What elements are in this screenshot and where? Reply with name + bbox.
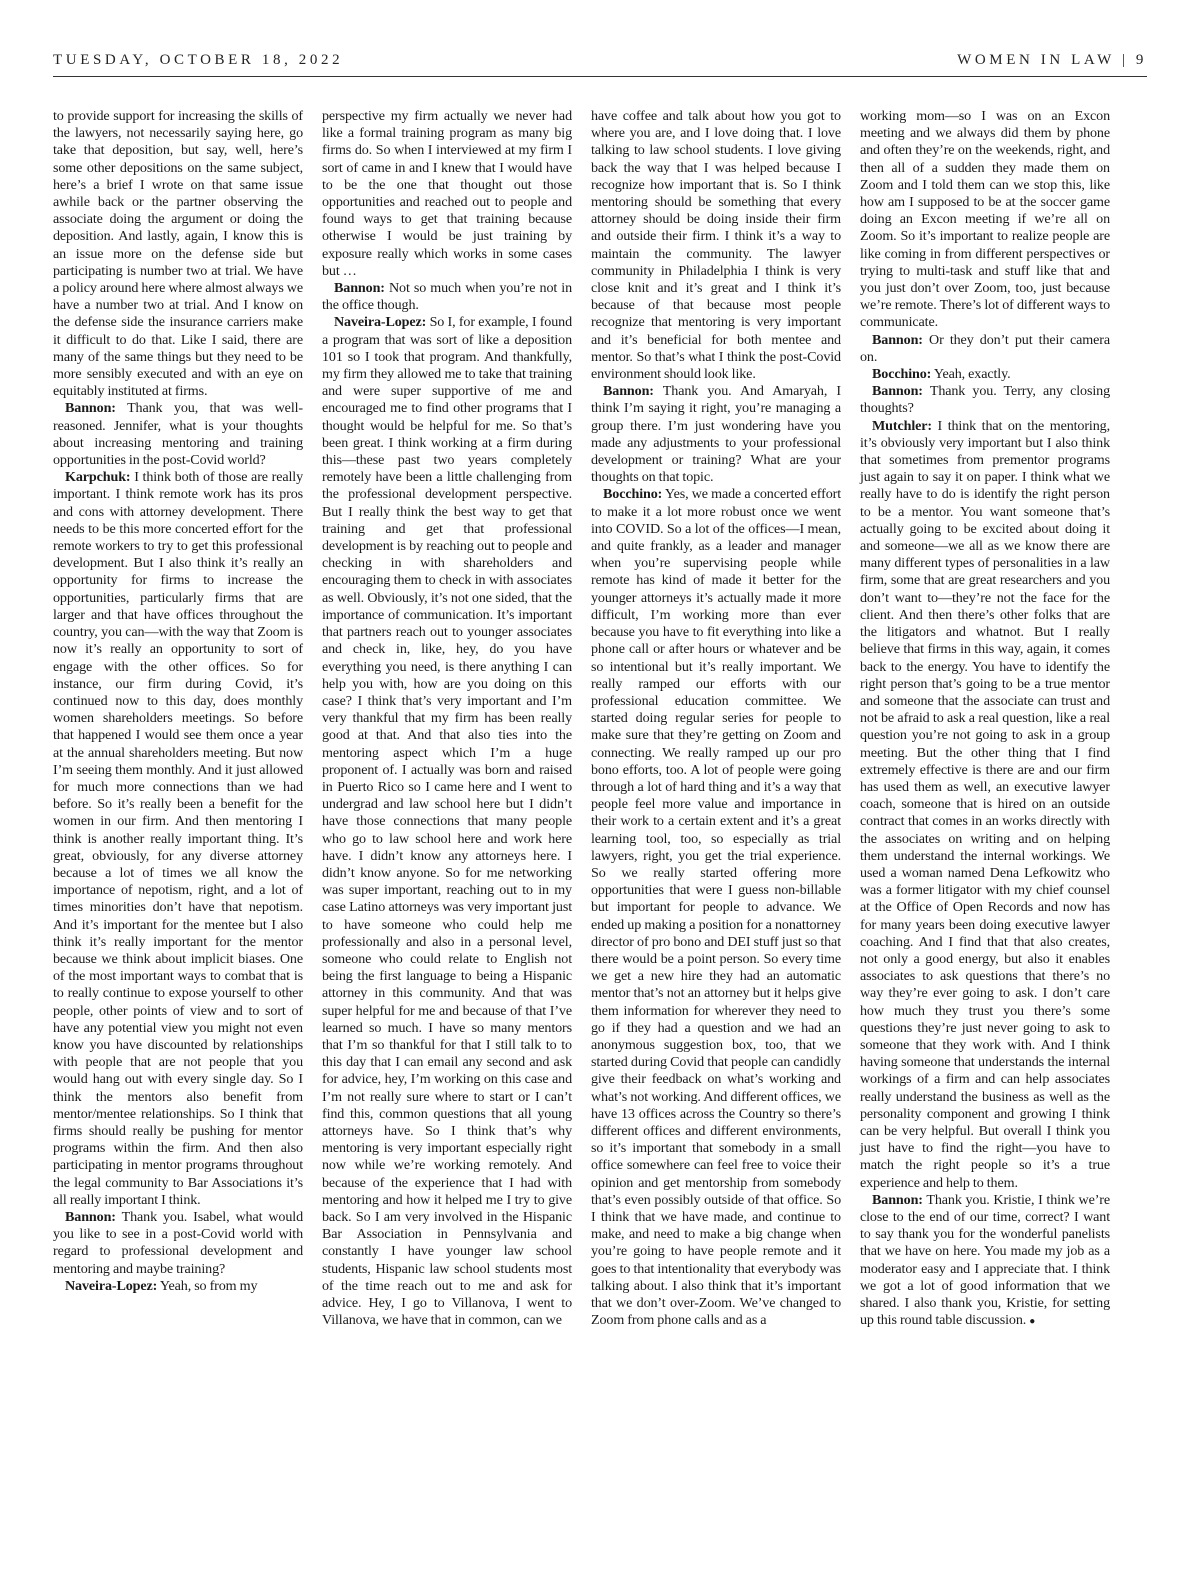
- paragraph-text: I think that on the mentoring, it’s obviously very important but I also think that sometimes from prementor programs just again to say it on paper. I think what we really have to do is identify the right person to be a mentor. You want someone that’s actually going to be excited about doing it and someone—we all as we know there are many different types of personalities in a law firm, some that are great researchers and you don’t want to—they’re not the face for the client. And then there’s other folks that are the litigators and whatnot. But I really believe that firms in this way, again, it comes back to the energy. You have to identify the right person that’s going to be a true mentor and someone that the associate can trust and not be afraid to ask a real question, like a real question you’re not going to ask in a group meeting. But the other thing that I find extremely effective is there are and our firm has used them as well, an executive lawyer coach, someone that is hired on an outside contract that comes in an works directly with the associates on writing and on helping them understand the internal workings. We used a woman named Dena Lefkowitz who was a former litigator with my chief counsel at the Office of Open Records and now has for many years been doing executive lawyer coaching. And I find that that also creates, not only a good energy, but also it enables associates to ask questions that there’s no way they’re ever going to ask. I don’t care how much they trust you there’s some questions they’re just never going to ask to someone that they work with. And I think having someone that understands the internal workings of a firm and can help associates really understand the business as well as the personality component and growing I think can be very helpful. But overall I think you just have to find the right—you have to match the right people so it’s a true experience and help to them.: [860, 417, 1110, 1191]
- paragraph-text: Thank you, that was well-reasoned. Jennifer, what is your thoughts about increasing mentoring and training opportunities in the post-Covid world?: [53, 400, 303, 469]
- speaker-name: Bocchino:: [872, 366, 932, 383]
- speaker-name: Bannon:: [872, 1191, 923, 1208]
- paragraph-text: Thank you. Isabel, what would you like to see in a post-Covid world with regard to professional development and mentoring and maybe training?: [53, 1209, 303, 1277]
- article-column-3: [591, 108, 841, 1329]
- speaker-name: Naveira-Lopez:: [334, 314, 427, 331]
- transcript-paragraph: [860, 383, 1110, 417]
- transcript-paragraph: [591, 108, 841, 383]
- speaker-name: Bannon:: [65, 1209, 116, 1225]
- article-column-1: [53, 108, 303, 1295]
- speaker-name: Naveira-Lopez:: [65, 1277, 158, 1294]
- section-and-page-number: WOMEN IN LAW | 9: [957, 52, 1147, 68]
- paragraph-text: Thank you. And Amaryah, I think I’m saying it right, you’re managing a group there. I’m just wondering have you made any adjustments to your professional development or training? What are your thoughts on that topic.: [591, 383, 841, 486]
- transcript-paragraph: [53, 1278, 303, 1295]
- transcript-paragraph: [53, 1209, 303, 1278]
- transcript-paragraph: [860, 418, 1110, 1192]
- paragraph-text: I think both of those are really important. I think remote work has its pros and cons with attorney development. There needs to be this more concerted effort for the remote workers to try to get this professional development. But I also think it’s really an opportunity for firms to increase the opportunities, particularly firms that are larger and that have offices throughout the country, you can—with the way that Zoom is now it’s really an opportunity to sort of engage with the other offices. So for instance, our firm during Covid, it’s continued now to this day, does monthly women shareholders meetings. So before that happened I would see them once a year at the annual shareholders meeting. But now I’m seeing them monthly. And it just allowed for much more connections than we had before. So it’s really been a benefit for the women in our firm. And then mentoring I think is another really important thing. It’s great, obviously, for any diverse attorney because a lot of times we all know the importance of nepotism, right, and a lot of times minorities don’t have that nepotism. And it’s important for the mentee but I also think it’s really important for the mentor because we think about implicit biases. One of the most important ways to combat that is to really continue to expose yourself to other people, other points of view and to sort of have any potential view you might not even know you have discounted by relationships with people that are not people that you would hang out with every single day. So I think the mentors also benefit from mentor/mentee relationships. So I think that firms should really be pushing for mentor programs within the firm. And then also participating in mentor programs throughout the legal community to Bar Associations it’s all really important I think.: [53, 469, 303, 1208]
- speaker-name: Bocchino:: [603, 486, 663, 503]
- paragraph-text: Yeah, so from my: [159, 1277, 258, 1294]
- transcript-paragraph: [860, 366, 1110, 383]
- paragraph-text: Yes, we made a concerted effort to make it a lot more robust once we went into COVID. So a lot of the offices—I mean, and quite frankly, as a leader and manager when you’re supervising people while remote has kind of made it better for the younger attorneys it’s actually made it more difficult, I’m working more than ever because you have to fit everything into like a phone call or after hours or whatever and be so intentional but it’s really important. We really ramped our efforts with our professional education committee. We started doing regular series for people to make sure that they’re getting on Zoom and connecting. We really ramped up our pro bono efforts, too. A lot of people were going through a lot of hard thing and it’s a way that people feel more value and importance in their work to a certain extent and it’s a great learning tool, too, so especially as trial lawyers, right, you get the trial experience. So we really started offering more opportunities that were I guess non-billable but important for people to advance. We ended up making a position for a nonattorney director of pro bono and DEI stuff just so that there would be a point person. So every time we get a new hire they had an automatic mentor that’s not an attorney but it helps give them information for wherever they need to go if they had a question and we had an anonymous suggestion box, too, that we started during Covid that people can candidly give their feedback on what’s working and what’s not working. And different offices, we have 13 offices across the Country so there’s different offices and different environments, so it’s important that somebody in a small office somewhere can feel free to voice their opinion and get mentorship from somebody that’s even possibly outside of that office. So I think that we have made, and continue to make, and need to make a big change when you’re going to have people remote and it goes to that intentionality that everybody was talking about. I also think that it’s important that we don’t over-Zoom. We’ve changed to Zoom from phone calls and as a: [591, 486, 841, 1329]
- speaker-name: Mutchler:: [872, 417, 932, 434]
- page-header: [53, 52, 1147, 76]
- speaker-name: Bannon:: [872, 383, 923, 400]
- paragraph-text: Thank you. Kristie, I think we’re close to the end of our time, correct? I want to say thank you for the wonderful panelists that we have on here. You made my job as a moderator easy and I appreciate that. I think we got a lot of good information that we shared. I also thank you, Kristie, for setting up this round table discussion.: [860, 1191, 1110, 1329]
- paragraph-text: Or they don’t put their camera on.: [860, 331, 1110, 365]
- transcript-paragraph: [322, 280, 572, 314]
- article-column-2: [322, 108, 572, 1329]
- speaker-name: Bannon:: [603, 383, 654, 400]
- paragraph-text: have coffee and talk about how you got to where you are, and I love doing that. I love talking to law school students. I love giving back the way that I was helped because I recognize how important that is. So I think mentoring should be something that every attorney should be doing inside their firm and outside their firm. I think it’s a way to maintain the community. The lawyer community in Philadelphia I think is very close knit and it’s great and I think it’s because of that because most people recognize that mentoring is very important and it’s beneficial for both mentee and mentor. So that’s what I think the post-Covid environment should look like.: [591, 108, 841, 383]
- transcript-paragraph: [322, 314, 572, 1329]
- transcript-paragraph: [591, 486, 841, 1329]
- speaker-name: Bannon:: [65, 400, 116, 417]
- speaker-name: Bannon:: [872, 331, 923, 348]
- paragraph-text: Thank you. Terry, any closing thoughts?: [860, 383, 1111, 417]
- issue-date: TUESDAY, OCTOBER 18, 2022: [53, 52, 344, 68]
- transcript-paragraph: [322, 108, 572, 280]
- paragraph-text: Not so much when you’re not in the office though.: [322, 280, 572, 314]
- paragraph-text: to provide support for increasing the skills of the lawyers, not necessarily saying here, go take that deposition, but say, well, here’s some other depositions on the same subject, here’s a brief I wrote on that same issue awhile back or the partner observing the associate doing the argument or doing the deposition. And lastly, again, I know this is an issue more on the defense side but participating is number two at trial. We have a policy around here where almost always we have a number two at trial. And I know on the defense side the insurance carriers make it difficult to do that. Like I said, there are many of the same things but they need to be more sensibly executed and with an eye on equitably instituted at firms.: [53, 108, 303, 400]
- paragraph-text: perspective my firm actually we never had like a formal training program as many big firms do. So when I interviewed at my firm I sort of came in and I knew that I would have to be the one that thought out those opportunities and reached out to people and found ways to get that training because otherwise I would be just training by exposure really which works in some cases but …: [322, 108, 572, 279]
- paragraph-text: working mom—so I was on an Excon meeting and we always did them by phone and often they’re on the weekends, right, and then all of a sudden they made them on Zoom and I told them can we stop this, like how am I supposed to be at the soccer game doing an Excon meeting if we’re all on Zoom. So it’s important to realize people are like coming in from different perspectives or trying to multi-task and stuff like that and you just don’t over Zoom, too, just because we’re remote. There’s lot of different ways to communicate.: [860, 108, 1110, 331]
- transcript-paragraph: [591, 383, 841, 486]
- paragraph-text: Yeah, exactly.: [933, 366, 1011, 383]
- transcript-paragraph: [53, 400, 303, 469]
- transcript-paragraph: [53, 108, 303, 400]
- paragraph-text: So I, for example, I found a program that was sort of like a deposition 101 so I took that program. And thankfully, my firm they allowed me to take that training and were super supportive of me and encouraged me to find other programs that I thought would be helpful for me. So that’s been great. I think working at a firm during this—these past two years completely remotely have been a little challenging from the professional development perspective. But I really think the best way to get that training and get that professional development is by reaching out to people and checking in with shareholders and encouraging them to check in with associates as well. Obviously, it’s not one sided, that the importance of communication. It’s important that partners reach out to younger associates and check in, like, hey, do you have everything you need, is there anything I can help you with, how are you doing on this case? I think that’s very important and I’m very thankful that my firm has been really good at that. And that also ties into the mentoring aspect which I’m a huge proponent of. I actually was born and raised in Puerto Rico so I came here and I went to undergrad and law school here but I didn’t have those connections that many people who go to law school here and work here have. I didn’t know any attorneys here. I didn’t know anyone. So for me networking was super important, reaching out to in my case Latino attorneys was very important just to have someone who could help me professionally and also in a personal level, someone who could relate to English not being the first language to being a Hispanic attorney in this community. And that was super helpful for me and because of that I’ve learned so much. I have so many mentors that I’m so thankful for that I still talk to to this day that I can email any second and ask for advice, hey, I’m working on this case and I’m not really sure where to start or I can’t find this, common questions that all young attorneys have. So I think that’s why mentoring is very important especially right now while we’re working remotely. And because of the experience that I had with mentoring and how it helped me I try to give back. So I am very involved in the Hispanic Bar Association in Pennsylvania and constantly I have younger law school students, Hispanic law school students most of the time reach out to me and ask for advice. Hey, I go to Villanova, I went to Villanova, we have that in common, can we: [322, 314, 573, 1329]
- speaker-name: Bannon:: [334, 280, 385, 297]
- transcript-paragraph: [860, 332, 1110, 366]
- header-rule: [53, 76, 1147, 77]
- transcript-paragraph: [860, 108, 1110, 332]
- transcript-paragraph: [860, 1192, 1110, 1331]
- transcript-paragraph: [53, 469, 303, 1209]
- end-of-article-bullet-icon: ●: [1029, 1316, 1036, 1328]
- article-column-4: [860, 108, 1110, 1330]
- speaker-name: Karpchuk:: [65, 469, 131, 486]
